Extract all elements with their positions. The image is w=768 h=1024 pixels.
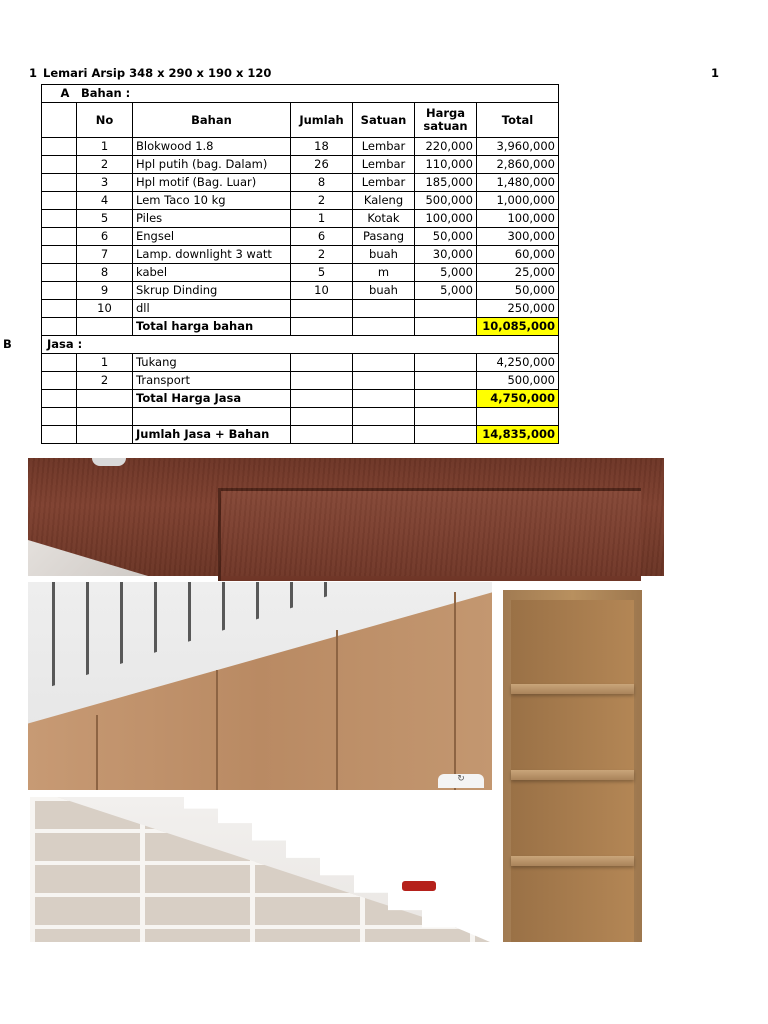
item-harga: 100,000 xyxy=(415,210,477,228)
grand-total-label: Jumlah Jasa + Bahan xyxy=(133,426,291,444)
header-bahan: Bahan xyxy=(133,103,291,138)
item-satuan: Pasang xyxy=(353,228,415,246)
item-total: 3,960,000 xyxy=(477,138,559,156)
total-jasa-value: 4,750,000 xyxy=(477,390,559,408)
item-satuan: Lembar xyxy=(353,174,415,192)
wood-grain xyxy=(28,458,664,576)
section-a-cell xyxy=(42,85,559,103)
table-row xyxy=(42,354,559,372)
item-jumlah xyxy=(291,300,353,318)
item-harga: 220,000 xyxy=(415,138,477,156)
table-row xyxy=(42,246,559,264)
item-total: 1,000,000 xyxy=(477,192,559,210)
item-no: 3 xyxy=(77,174,133,192)
item-harga: 500,000 xyxy=(415,192,477,210)
item-bahan: Lamp. downlight 3 watt xyxy=(133,246,291,264)
door-seam xyxy=(454,592,456,790)
cost-table xyxy=(3,84,559,444)
header-jumlah: Jumlah xyxy=(291,103,353,138)
item-harga: 185,000 xyxy=(415,174,477,192)
under-stair-cabinet-photo xyxy=(28,582,492,790)
jasa-no: 2 xyxy=(77,372,133,390)
section-b-cell xyxy=(3,336,559,354)
table-row xyxy=(42,156,559,174)
item-harga: 50,000 xyxy=(415,228,477,246)
item-no: 4 xyxy=(77,192,133,210)
item-no: 6 xyxy=(77,228,133,246)
item-bahan: dll xyxy=(133,300,291,318)
item-total: 25,000 xyxy=(477,264,559,282)
rotate-icon: ↻ xyxy=(438,774,484,788)
door-seam xyxy=(336,630,338,790)
table-row xyxy=(42,138,559,156)
under-stair-shelf-photo xyxy=(30,797,490,942)
section-b-row xyxy=(42,336,559,354)
table-row xyxy=(42,210,559,228)
item-satuan: m xyxy=(353,264,415,282)
item-satuan: Kaleng xyxy=(353,192,415,210)
section-a-row xyxy=(42,85,559,103)
ceiling-photo xyxy=(28,458,664,576)
downlight-icon xyxy=(92,458,126,466)
item-bahan: Blokwood 1.8 xyxy=(133,138,291,156)
item-harga: 5,000 xyxy=(415,264,477,282)
item-satuan: Kotak xyxy=(353,210,415,228)
page-number: 1 xyxy=(710,66,719,80)
item-no: 9 xyxy=(77,282,133,300)
header-blank xyxy=(42,103,77,138)
table-row xyxy=(42,174,559,192)
item-bahan: Lem Taco 10 kg xyxy=(133,192,291,210)
total-jasa-label: Total Harga Jasa xyxy=(133,390,291,408)
item-bahan: kabel xyxy=(133,264,291,282)
item-harga: 110,000 xyxy=(415,156,477,174)
header-row xyxy=(42,103,559,138)
header-no: No xyxy=(77,103,133,138)
item-no: 2 xyxy=(77,156,133,174)
total-bahan-row xyxy=(42,318,559,336)
shelf-interior xyxy=(511,600,634,942)
item-total: 1,480,000 xyxy=(477,174,559,192)
item-total: 50,000 xyxy=(477,282,559,300)
item-satuan: buah xyxy=(353,282,415,300)
door-seam xyxy=(216,670,218,790)
item-total: 2,860,000 xyxy=(477,156,559,174)
item-bahan: Piles xyxy=(133,210,291,228)
header-satuan: Satuan xyxy=(353,103,415,138)
item-bahan: Engsel xyxy=(133,228,291,246)
item-total: 100,000 xyxy=(477,210,559,228)
grand-total-row xyxy=(42,426,559,444)
table-row xyxy=(42,372,559,390)
item-jumlah: 2 xyxy=(291,192,353,210)
title-number: 1 xyxy=(29,66,38,80)
table-row xyxy=(42,228,559,246)
item-jumlah: 5 xyxy=(291,264,353,282)
jasa-no: 1 xyxy=(77,354,133,372)
section-b-letter: B xyxy=(3,337,12,351)
item-bahan: Skrup Dinding xyxy=(133,282,291,300)
item-jumlah: 18 xyxy=(291,138,353,156)
total-bahan-label: Total harga bahan xyxy=(133,318,291,336)
item-total: 250,000 xyxy=(477,300,559,318)
item-no: 5 xyxy=(77,210,133,228)
header-total: Total xyxy=(477,103,559,138)
item-no: 8 xyxy=(77,264,133,282)
jasa-item: Tukang xyxy=(133,354,291,372)
grand-total-value: 14,835,000 xyxy=(477,426,559,444)
title-text: Lemari Arsip 348 x 290 x 190 x 120 xyxy=(43,66,272,80)
section-a-label: Bahan : xyxy=(81,86,131,100)
item-total: 60,000 xyxy=(477,246,559,264)
item-jumlah: 6 xyxy=(291,228,353,246)
item-jumlah: 8 xyxy=(291,174,353,192)
jasa-item: Transport xyxy=(133,372,291,390)
document-title-row xyxy=(29,66,719,82)
item-jumlah: 26 xyxy=(291,156,353,174)
item-total: 300,000 xyxy=(477,228,559,246)
item-jumlah: 10 xyxy=(291,282,353,300)
door-seam xyxy=(96,715,98,790)
table-row xyxy=(42,264,559,282)
item-jumlah: 2 xyxy=(291,246,353,264)
section-b-label: Jasa : xyxy=(47,337,83,351)
item-no: 10 xyxy=(77,300,133,318)
item-jumlah: 1 xyxy=(291,210,353,228)
table-row xyxy=(42,192,559,210)
section-a-letter: A xyxy=(60,86,70,100)
empty-row xyxy=(42,408,559,426)
total-jasa-row xyxy=(42,390,559,408)
item-harga: 5,000 xyxy=(415,282,477,300)
jasa-total: 500,000 xyxy=(477,372,559,390)
shelf-board xyxy=(511,856,634,866)
red-tool xyxy=(402,881,436,891)
total-bahan-value: 10,085,000 xyxy=(477,318,559,336)
item-satuan: Lembar xyxy=(353,156,415,174)
table-row xyxy=(42,300,559,318)
item-satuan: Lembar xyxy=(353,138,415,156)
shelf-board xyxy=(511,684,634,694)
item-satuan: buah xyxy=(353,246,415,264)
bookshelf-photo xyxy=(503,590,642,942)
item-bahan: Hpl putih (bag. Dalam) xyxy=(133,156,291,174)
jasa-total: 4,250,000 xyxy=(477,354,559,372)
item-no: 7 xyxy=(77,246,133,264)
item-harga: 30,000 xyxy=(415,246,477,264)
item-harga xyxy=(415,300,477,318)
header-harga: Harga satuan xyxy=(415,103,477,138)
item-satuan xyxy=(353,300,415,318)
item-bahan: Hpl motif (Bag. Luar) xyxy=(133,174,291,192)
shelf-board xyxy=(511,770,634,780)
item-no: 1 xyxy=(77,138,133,156)
table-row xyxy=(42,282,559,300)
